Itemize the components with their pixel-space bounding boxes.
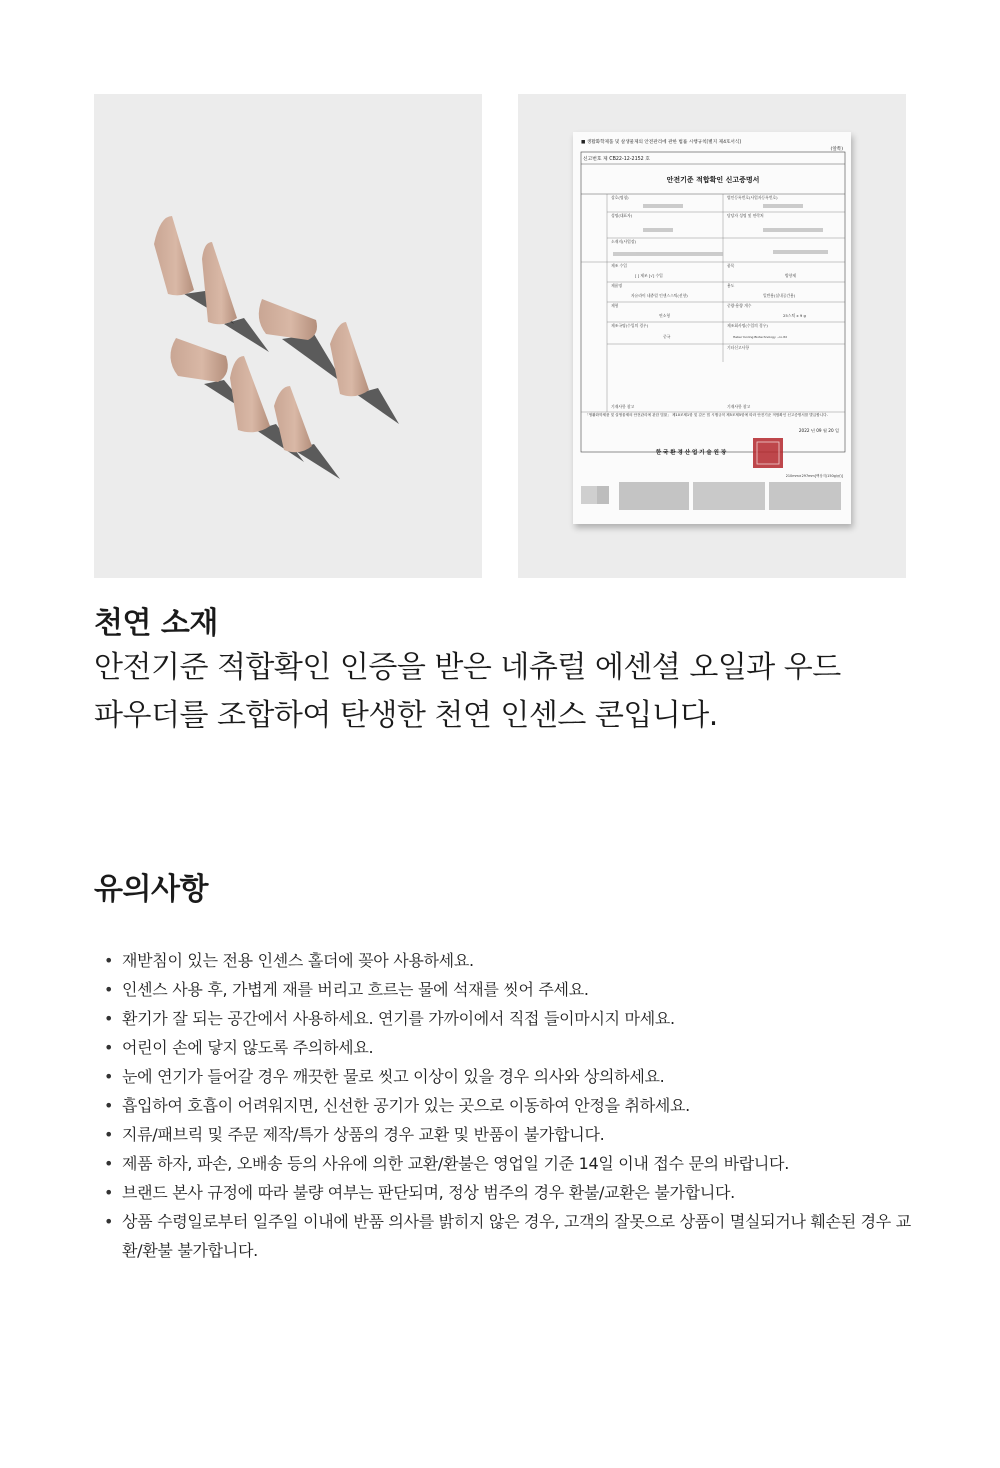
cert-field: 상호(명칭) bbox=[611, 195, 629, 200]
incense-cone-4 bbox=[330, 322, 399, 424]
cert-statement: 「생활화학제품 및 살생물제의 안전관리에 관한 법률」 제10조제1항 및 같은 법 시행규칙 제5조제5항에 따라 안전기준 적합확인 신고증명서를 발급합니다. bbox=[585, 413, 828, 417]
barcode-icon bbox=[769, 482, 841, 510]
certificate-photo bbox=[518, 94, 906, 578]
cert-issuer: 한 국 환 경 산 업 기 술 원 장 bbox=[655, 450, 727, 456]
notice-item: • 환기가 잘 되는 공간에서 사용하세요. 연기를 가까이에서 직접 들이마시지 마세요. bbox=[102, 1004, 922, 1033]
cert-field: 중량·용량 개수 bbox=[727, 303, 752, 308]
notice-item: • 어린이 손에 닿지 않도록 주의하세요. bbox=[102, 1033, 922, 1062]
cert-field: 제조국명(수입의 경우) bbox=[611, 323, 649, 328]
cert-field: 방향제 bbox=[785, 273, 797, 278]
cert-field: 25스틱 x 9 g bbox=[783, 313, 806, 318]
cert-report-no: 신고번호 제 CB22-12-2152 호 bbox=[583, 157, 650, 162]
cert-field: 연소형 bbox=[659, 313, 671, 318]
barcode-icon bbox=[693, 482, 765, 510]
material-title: 천연 소재 bbox=[94, 606, 218, 641]
cert-field: 제품명 bbox=[611, 283, 623, 288]
cert-header: ■ 생활화학제품 및 살생물제의 안전관리에 관한 법률 시행규칙[별지 제4호서식] bbox=[581, 140, 742, 145]
material-description bbox=[94, 644, 914, 740]
cert-field: 기재사항 참고 bbox=[611, 404, 635, 409]
notice-list bbox=[102, 946, 922, 1265]
incense-cones-illustration bbox=[94, 94, 482, 578]
incense-cone-7 bbox=[274, 386, 340, 479]
cert-field: [ ] 제조 [√] 수입 bbox=[635, 273, 663, 278]
official-seal-icon bbox=[753, 438, 783, 468]
cert-field: 일반용(실내공간용) bbox=[763, 293, 796, 298]
cert-field: 제조회사명(수입의 경우) bbox=[727, 323, 768, 328]
notice-item: • 인센스 사용 후, 가볍게 재를 버리고 흐르는 물에 석재를 씻어 주세요. bbox=[102, 975, 922, 1004]
cert-field: 제형 bbox=[611, 303, 619, 308]
cert-field: 기타신고사항 bbox=[727, 345, 750, 350]
cert-title: 안전기준 적합확인 신고증명서 bbox=[666, 176, 760, 184]
notice-item: • 브랜드 본사 규정에 따라 불량 여부는 판단되며, 정상 범주의 경우 환불/교환은 불가합니다. bbox=[102, 1178, 922, 1207]
cert-field: Hebei Yunling Biotechnology .,co.ltd bbox=[733, 335, 787, 339]
cert-field: 소재지(사업장) bbox=[611, 239, 636, 244]
incense-cones-photo bbox=[94, 94, 482, 578]
cert-field: 품목 bbox=[727, 263, 735, 268]
notice-item: • 눈에 연기가 들어갈 경우 깨끗한 물로 씻고 이상이 있을 경우 의사와 상의하세요. bbox=[102, 1062, 922, 1091]
notice-item: • 지류/패브릭 및 주문 제작/특가 상품의 경우 교환 및 반품이 불가합니다. bbox=[102, 1120, 922, 1149]
cert-field: 성명(대표자) bbox=[611, 213, 633, 218]
notice-title: 유의사항 bbox=[94, 872, 208, 907]
cert-field: 중국 bbox=[663, 334, 671, 339]
cert-field: 법인등록번호(사업자등록번호) bbox=[727, 195, 778, 200]
incense-cone-2 bbox=[202, 242, 269, 352]
certificate-form bbox=[573, 132, 851, 524]
cert-field: 자유라이 네츄럴 인센스스틱(선향) bbox=[631, 293, 688, 298]
cert-page-mark: (앞쪽) bbox=[830, 147, 843, 152]
notice-item: • 상품 수령일로부터 일주일 이내에 반품 의사를 밝히지 않은 경우, 고객의 잘못으로 상품이 멸실되거나 훼손된 경우 교환/환불 불가합니다. bbox=[102, 1207, 922, 1265]
cert-field: 용도 bbox=[727, 283, 735, 288]
barcode-icon bbox=[619, 482, 689, 510]
material-description-line: 파우더를 조합하여 탄생한 천연 인센스 콘입니다. bbox=[94, 698, 718, 733]
cert-field: 기재사항 참고 bbox=[727, 404, 751, 409]
material-description-line: 안전기준 적합확인 인증을 받은 네츄럴 에센셜 오일과 우드 bbox=[94, 650, 841, 685]
notice-item: • 흡입하여 호흡이 어려워지면, 신선한 공기가 있는 곳으로 이동하여 안정을 취하세요. bbox=[102, 1091, 922, 1120]
notice-item: • 제품 하자, 파손, 오배송 등의 사유에 의한 교환/환불은 영업일 기준 14일 이내 접수 문의 바랍니다. bbox=[102, 1149, 922, 1178]
cert-field: 담당자 성명 및 연락처 bbox=[727, 213, 764, 218]
certificate-document bbox=[573, 132, 851, 524]
notice-item: • 재받침이 있는 전용 인센스 홀더에 꽂아 사용하세요. bbox=[102, 946, 922, 975]
cert-date: 2022 년 09 월 20 일 bbox=[798, 428, 839, 433]
cert-paper-spec: 210mm×297mm[백상지(150g/㎡)] bbox=[785, 474, 843, 478]
cert-field: 제조 수입 bbox=[611, 263, 627, 268]
